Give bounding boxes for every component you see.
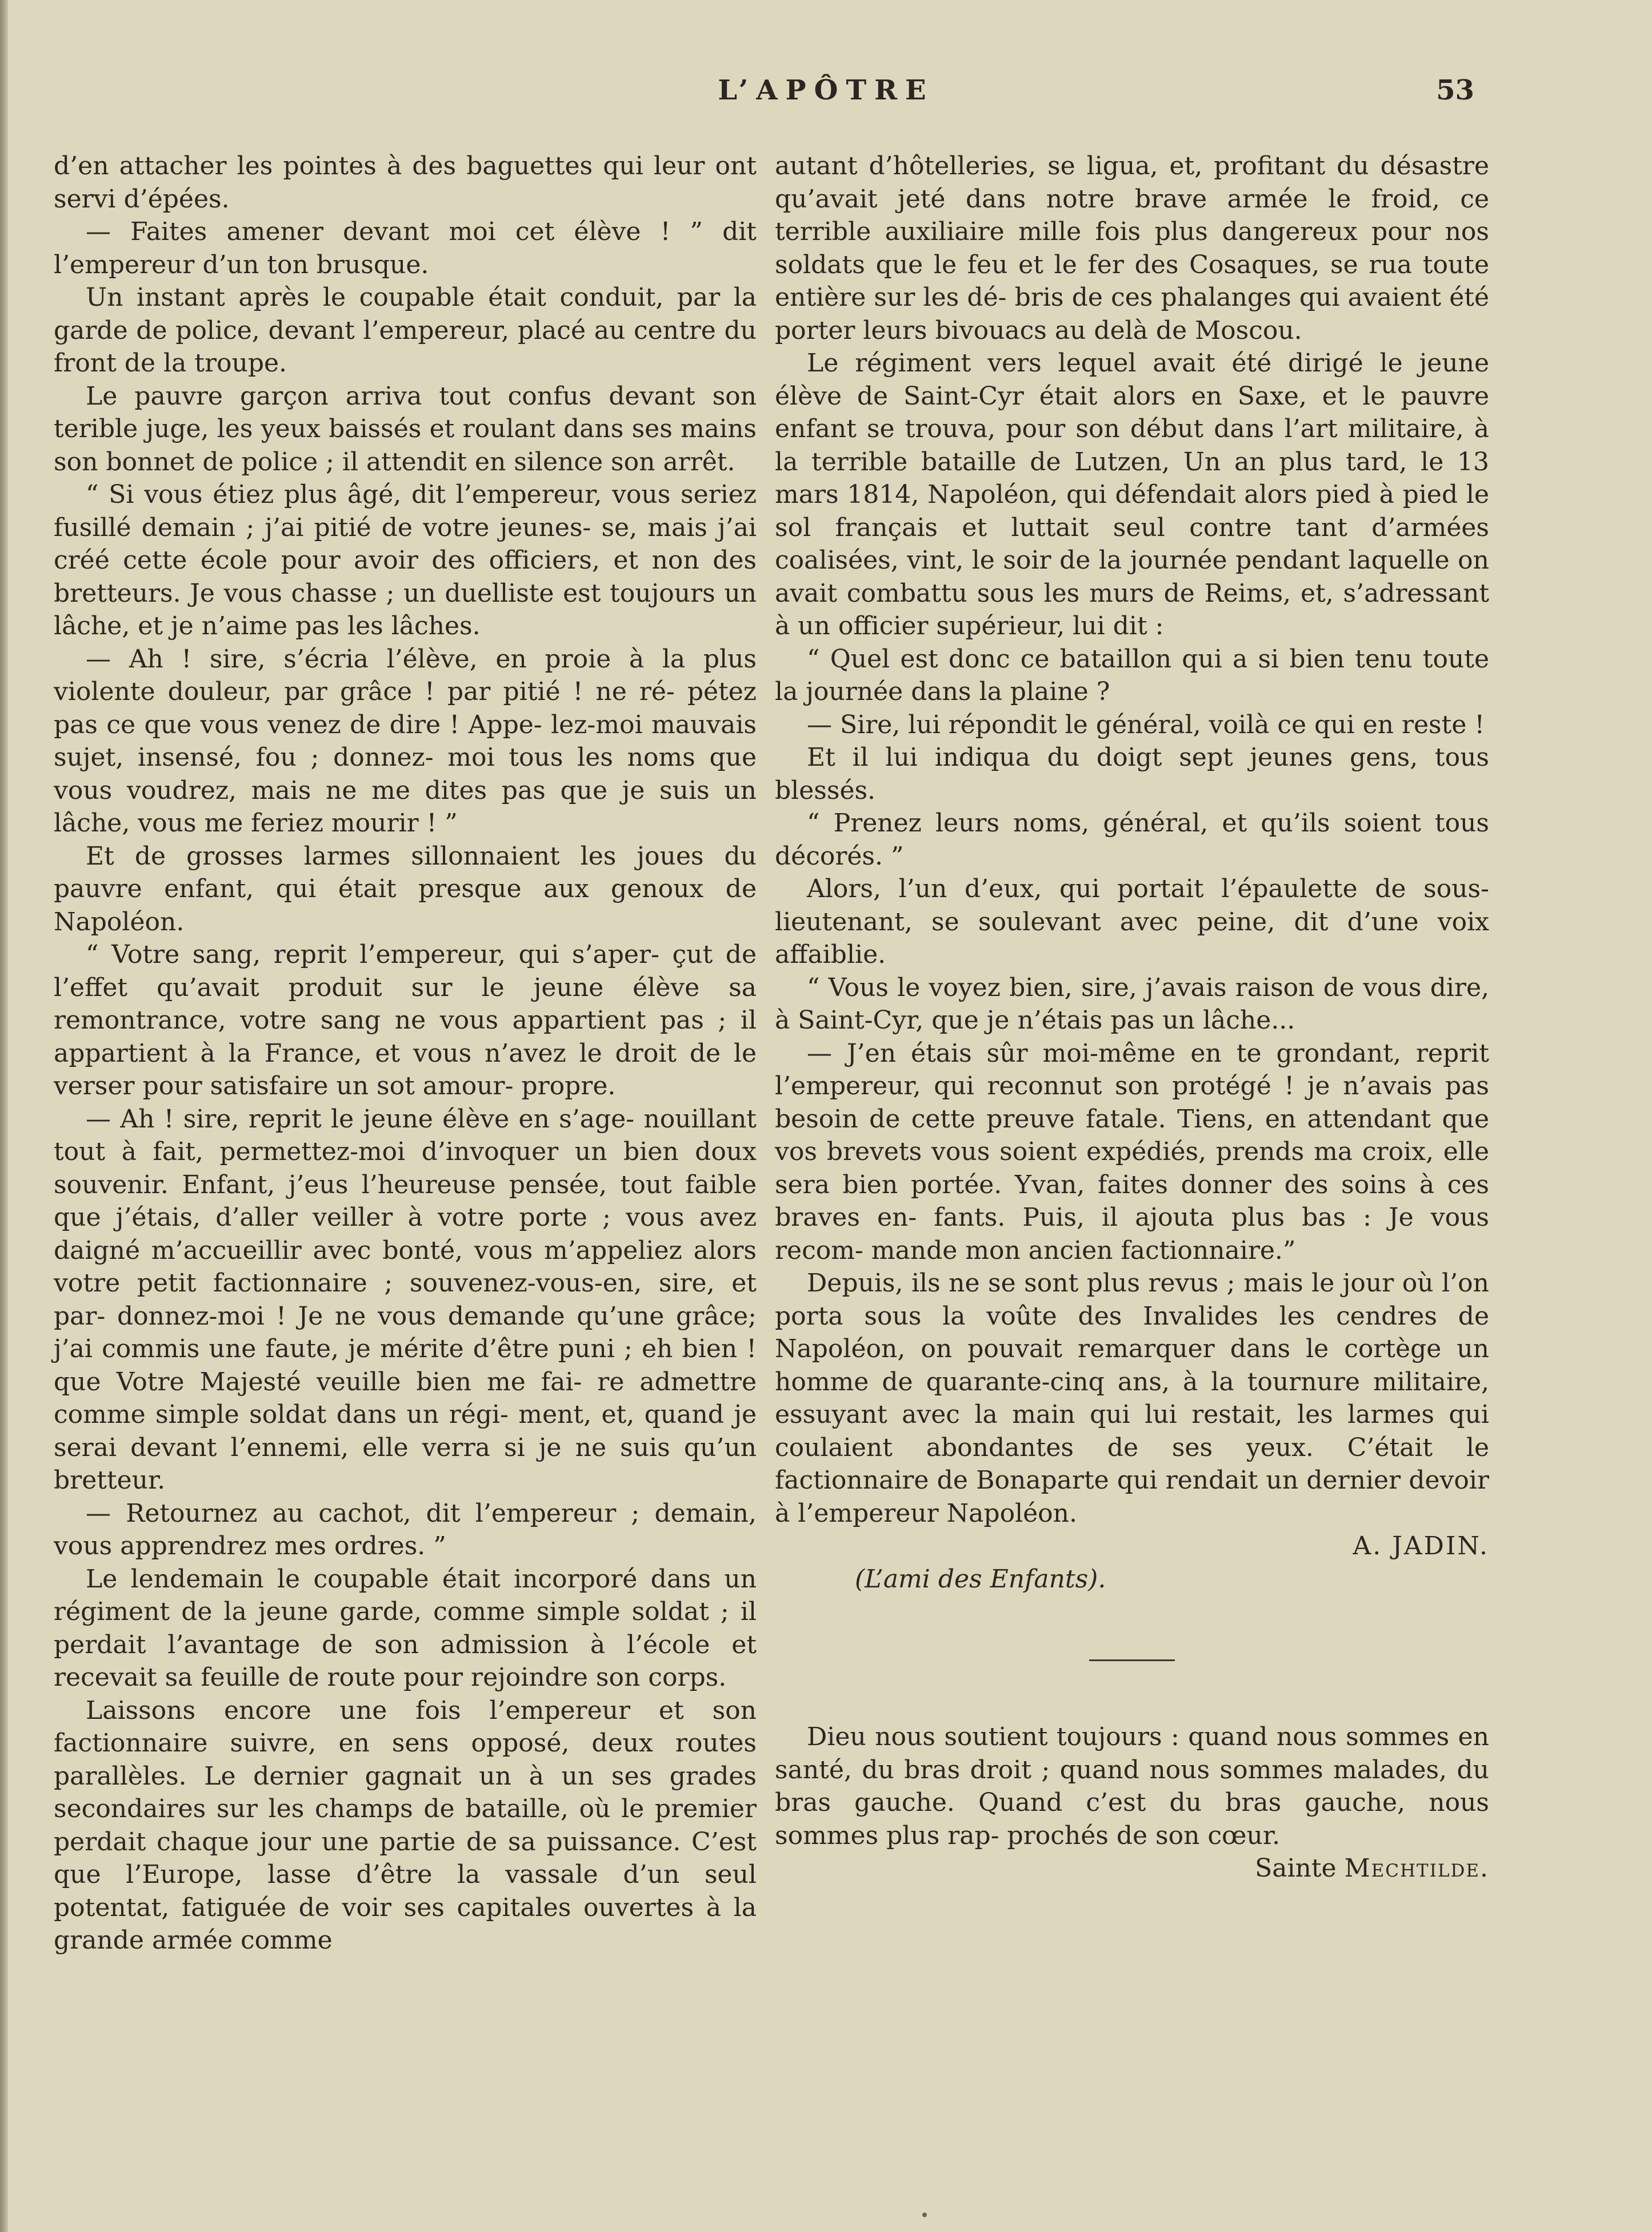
paragraph: “ Quel est donc ce bataillon qui a si bien tenu toute la journée dans la plaine ?	[775, 644, 1489, 706]
left-column	[54, 150, 757, 1957]
print-speck	[922, 2213, 927, 2217]
author-signature: A. JADIN.	[1353, 1531, 1489, 1561]
paragraph: “ Prenez leurs noms, général, et qu’ils soient tous décorés. ”	[775, 809, 1489, 871]
paragraph: — Sire, lui répondit le général, voilà ce qui en reste !	[807, 710, 1485, 739]
journal-title: L’APÔTRE	[718, 74, 934, 106]
page-number: 53	[1436, 74, 1474, 106]
paragraph: — J’en étais sûr moi-même en te grondant, reprit l’empereur, qui reconnut son protégé ! je n’avais pas besoin de cette preuve fatale. Tiens, en attendant que vos brevets vous soient expédiés, prends ma croix, elle sera bien portée. Yvan, faites donner des soins à ces braves en- fants. Puis, il ajouta plus bas : Je vous recom- mande mon ancien factionnaire.”	[775, 1038, 1489, 1265]
section-divider	[1089, 1659, 1175, 1661]
paragraph: Et de grosses larmes sillonnaient les joues du pauvre enfant, qui était presque aux genoux de Napoléon.	[54, 841, 757, 937]
paragraph: “ Vous le voyez bien, sire, j’avais raison de vous dire, à Saint-Cyr, que je n’étais pas un lâche...	[775, 973, 1489, 1035]
quote-text: Dieu nous soutient toujours : quand nous sommes en santé, du bras droit ; quand nous sommes malades, du bras gauche. Quand c’est du bras gauche, nous sommes plus rap- prochés de son cœur.	[775, 1722, 1489, 1850]
source-citation: (L’ami des Enfants).	[855, 1564, 1106, 1594]
paragraph: — Retournez au cachot, dit l’empereur ; demain, vous apprendrez mes ordres. ”	[54, 1498, 757, 1561]
quote-author-name: Mechtilde.	[1344, 1854, 1489, 1883]
paragraph: Laissons encore une fois l’empereur et son factionnaire suivre, en sens opposé, deux routes parallèles. Le dernier gagnait un à un ses grades secondaires sur les champs de bataille, où le premier perdait chaque jour une partie de sa puissance. C’est que l’Europe, lasse d’être la vassale d’un seul potentat, fatiguée de voir ses capitales ouvertes à la grande armée comme	[54, 1695, 757, 1955]
page-binding-edge	[0, 0, 8, 2232]
running-header	[0, 67, 1652, 113]
quote-author-prefix: Sainte	[1255, 1854, 1345, 1883]
paragraph: Et il lui indiqua du doigt sept jeunes gens, tous blessés.	[775, 743, 1489, 805]
paragraph: — Ah ! sire, s’écria l’élève, en proie à la plus violente douleur, par grâce ! par pitié ! ne ré- pétez pas ce que vous venez de dire ! Appe- lez-moi mauvais sujet, insensé, fou ; donnez- moi tous les noms que vous voudrez, mais ne me dites pas que je suis un lâche, vous me feriez mourir ! ”	[54, 644, 757, 838]
paragraph: Depuis, ils ne se sont plus revus ; mais le jour où l’on porta sous la voûte des Invalides les cendres de Napoléon, on pouvait remarquer dans le cortège un homme de quarante-cinq ans, à la tournure militaire, essuyant avec la main qui lui restait, les larmes qui coulaient abondantes de ses yeux. C’était le factionnaire de Bonaparte qui rendait un dernier devoir à l’empereur Napoléon.	[775, 1269, 1489, 1528]
paragraph: “ Votre sang, reprit l’empereur, qui s’aper- çut de l’effet qu’avait produit sur le jeune élève sa remontrance, votre sang ne vous appartient pas ; il appartient à la France, et vous n’avez le droit de le verser pour satisfaire un sot amour- propre.	[54, 940, 757, 1101]
paragraph: Le lendemain le coupable était incorporé dans un régiment de la jeune garde, comme simple soldat ; il perdait l’avantage de son admission à l’école et recevait sa feuille de route pour rejoindre son corps.	[54, 1564, 757, 1692]
paragraph: Le régiment vers lequel avait été dirigé le jeune élève de Saint-Cyr était alors en Saxe, et le pauvre enfant se trouva, pour son début dans l’art militaire, à la terrible bataille de Lutzen, Un an plus tard, le 13 mars 1814, Napoléon, qui défendait alors pied à pied le sol français et luttait seul contre tant d’armées coalisées, vint, le soir de la journée pendant laquelle on avait combattu sous les murs de Reims, et, s’adressant à un officier supérieur, lui dit :	[775, 349, 1489, 641]
paragraph: Alors, l’un d’eux, qui portait l’épaulette de sous-lieutenant, se soulevant avec peine, dit d’une voix affaiblie.	[775, 874, 1489, 969]
paragraph: — Faites amener devant moi cet élève ! ” dit l’empereur d’un ton brusque.	[54, 217, 757, 279]
closing-quote	[775, 1721, 1489, 1885]
paragraph: “ Si vous étiez plus âgé, dit l’empereur, vous seriez fusillé demain ; j’ai pitié de votre jeunes- se, mais j’ai créé cette école pour avoir des officiers, et non des bretteurs. Je vous chasse ; un duelliste est toujours un lâche, et je n’aime pas les lâches.	[54, 480, 757, 641]
paragraph: d’en attacher les pointes à des baguettes qui leur ont servi d’épées.	[54, 151, 757, 214]
paragraph: Le pauvre garçon arriva tout confus devant son terible juge, les yeux baissés et roulant dans ses mains son bonnet de police ; il attendit en silence son arrêt.	[54, 381, 757, 477]
right-column	[775, 150, 1489, 1885]
paragraph: Un instant après le coupable était conduit, par la garde de police, devant l’empereur, placé au centre du front de la troupe.	[54, 283, 757, 378]
paragraph: autant d’hôtelleries, se ligua, et, profitant du désastre qu’avait jeté dans notre brave armée le froid, ce terrible auxiliaire mille fois plus dangereux pour nos soldats que le feu et le fer des Cosaques, se rua toute entière sur les dé- bris de ces phalanges qui avaient été porter leurs bivouacs au delà de Moscou.	[775, 151, 1489, 345]
quote-author	[775, 1852, 1489, 1885]
paragraph: — Ah ! sire, reprit le jeune élève en s’age- nouillant tout à fait, permettez-moi d’invoquer un bien doux souvenir. Enfant, j’eus l’heureuse pensée, tout faible que j’étais, d’aller veiller à votre porte ; vous avez daigné m’accueillir avec bonté, vous m’appeliez alors votre petit factionnaire ; souvenez-vous-en, sire, et par- donnez-moi ! Je ne vous demande qu’une grâce; j’ai commis une faute, je mérite d’être puni ; eh bien ! que Votre Majesté veuille bien me fai- re admettre comme simple soldat dans un régi- ment, et, quand je serai devant l’ennemi, elle verra si je ne suis qu’un bretteur.	[54, 1104, 757, 1495]
